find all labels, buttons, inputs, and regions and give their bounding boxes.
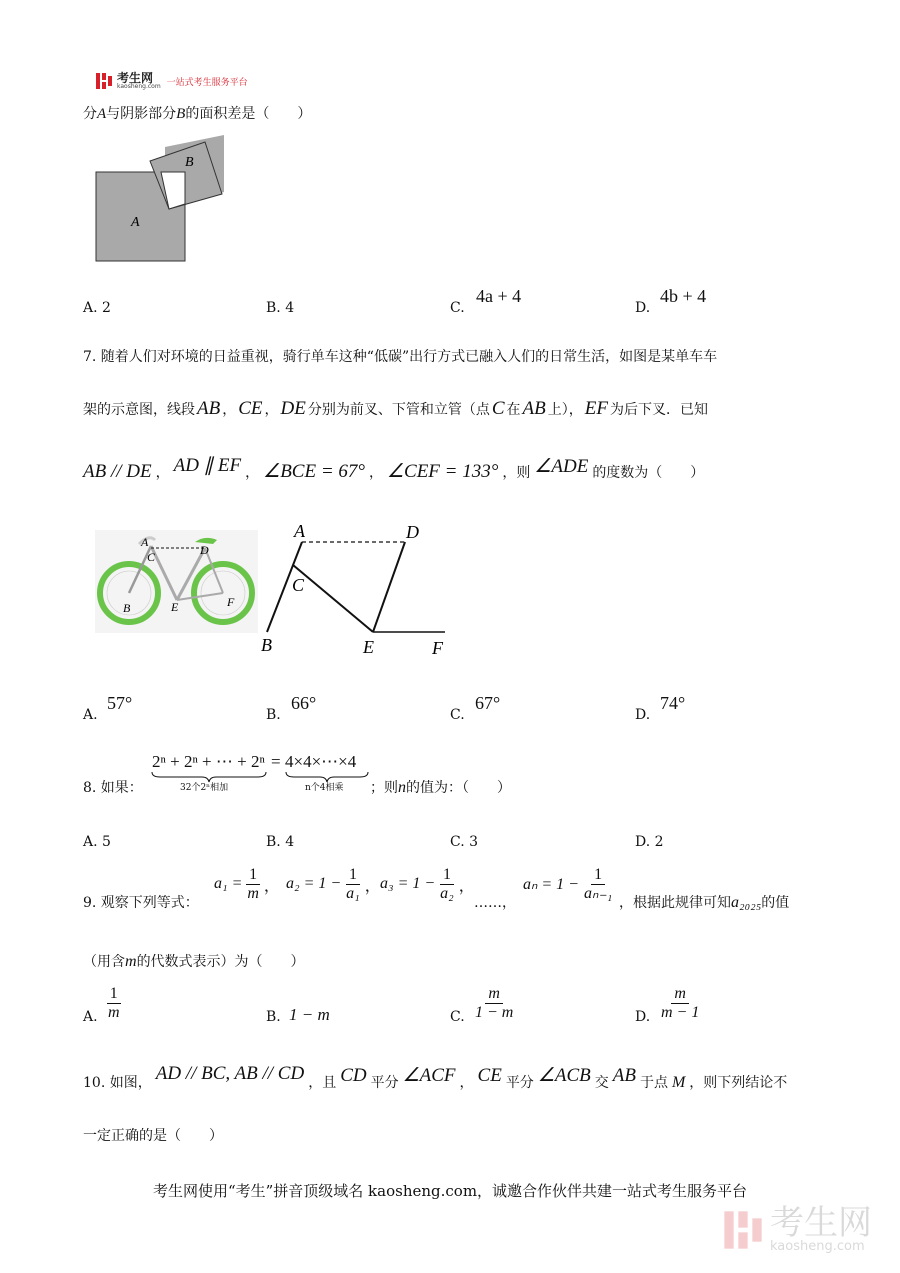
diagram-label-e: E: [363, 637, 374, 657]
q6-stem-part: 分: [83, 106, 97, 122]
q10-seg-cd: CD: [340, 1065, 367, 1086]
q10-text: ，且: [308, 1075, 337, 1091]
q9-option-c-fraction: [472, 985, 516, 1021]
option-value: 2: [102, 300, 111, 316]
q6-option-b: [266, 300, 294, 316]
q7-line2: 架的示意图，线段 AB ， CE ， DE 分别为前叉、下管和立管（点 C 在 AB 上）， EF 为后下叉．已知: [83, 398, 708, 419]
q10-seg-ab: AB: [612, 1065, 636, 1086]
q6-fig-label-b: B: [185, 155, 194, 170]
q9-option-b-value: 1 − m: [289, 1005, 330, 1024]
q7-seg-ce: CE: [238, 398, 263, 419]
q9-eq2-lhs: a₂ = 1 −: [286, 875, 342, 893]
frac-num: 1: [346, 866, 360, 885]
q6-stem-part: 的面积差是（ ）: [185, 106, 312, 122]
q6-option-a: [83, 300, 111, 316]
option-value: 4: [285, 834, 295, 850]
diagram-label-d: D: [406, 522, 419, 542]
q6-option-c-value: 4a + 4: [476, 286, 522, 306]
q7-cond-ad-ef: AD ∥ EF: [173, 455, 242, 476]
q8-brace-right-label: n个4相乘: [305, 783, 344, 793]
option-key: B.: [266, 1009, 281, 1025]
option-key: A.: [83, 1009, 98, 1025]
watermark-domain: kaosheng.com: [770, 1239, 865, 1254]
option-key: A.: [83, 707, 98, 723]
q6-option-d-value: 4b + 4: [660, 286, 707, 306]
option-key: C.: [450, 1009, 465, 1025]
q9-eqn-fraction: [581, 866, 615, 902]
option-key: C.: [450, 300, 465, 316]
option-key: D.: [635, 707, 651, 723]
q9-var-m: m: [125, 953, 137, 970]
q9-eq3-fraction: [437, 866, 457, 902]
option-key: B.: [266, 707, 281, 723]
frac-den: m: [247, 884, 259, 902]
option-key: D.: [635, 1009, 651, 1025]
q8-brace-left-label: 32个2ⁿ相加: [180, 783, 229, 793]
q7-option-d-value: 74°: [660, 693, 686, 713]
q7-text: 为后下叉．已知: [609, 402, 708, 418]
frac-den: a₁: [346, 884, 360, 902]
watermark-logo: [722, 1203, 872, 1254]
q9-mid: [619, 892, 789, 912]
option-key: D.: [635, 834, 651, 850]
q7-option-b-value: 66°: [291, 693, 317, 713]
option-key: A.: [83, 834, 98, 850]
q9-eq1-lhs: a₁ =: [214, 875, 243, 893]
q9-text: 的值: [761, 895, 790, 911]
q7-text: 上），: [547, 402, 583, 418]
q8-text: ；则: [370, 780, 398, 796]
frac-num: m: [485, 985, 503, 1004]
q7-seg-ab: AB: [522, 398, 546, 419]
q9-dots: ……，: [474, 895, 516, 911]
diagram-label-f: F: [432, 638, 443, 658]
page-footer: 考生网使用“考生”拼音顶级域名 kaosheng.com，诚邀合作伙伴共建一站式考生服务平台: [152, 1182, 748, 1200]
q10-text: 10. 如图，: [83, 1075, 152, 1091]
q10-cond: AD // BC, AB // CD: [155, 1063, 305, 1084]
q8-lhs: 2ⁿ + 2ⁿ + ⋯ + 2ⁿ: [152, 752, 265, 771]
q7-option-a: [83, 707, 98, 723]
photo-label-e: E: [171, 600, 179, 614]
diagram-label-b: B: [261, 635, 272, 655]
frac-num: m: [671, 985, 689, 1004]
photo-label-c: C: [147, 550, 156, 564]
frac-den: aₙ₋₁: [583, 884, 613, 902]
q6-stem: [83, 103, 311, 123]
q8-option-a: [83, 834, 111, 850]
frac-den: a₂: [440, 884, 454, 902]
q7-seg-de: DE: [280, 398, 306, 419]
q9-line2: [83, 951, 305, 971]
q7-line3: AB // DE ， AD ∥ EF ， ∠BCE = 67° ， ∠CEF = 133° ，则 ∠ADE 的度数为（ ）: [83, 455, 705, 482]
q9-target: a₂₀₂₅: [731, 894, 762, 911]
q7-text: 在: [506, 402, 521, 418]
q9-eq3: a₃ = 1 − $\frac{1}{\text{a₂}}$ ，: [380, 866, 475, 902]
q6-squares-figure: [93, 135, 233, 265]
q9-eq1-fraction: [244, 866, 262, 902]
frac-num: 1: [107, 985, 121, 1004]
q9-eq2: a₂ = 1 − $\frac{1}{\text{a₁}}$ ，: [286, 866, 381, 902]
logo-title: 考生网: [117, 71, 154, 85]
q8-var-n: n: [398, 779, 406, 796]
q9-eq3-lhs: a₃ = 1 −: [380, 875, 436, 893]
photo-label-d: D: [200, 543, 209, 557]
q8-option-b: [266, 834, 294, 850]
q10-angle-acf: ∠ACF: [402, 1065, 456, 1086]
q6-fig-label-a: A: [131, 215, 140, 230]
q7-text: 分别为前叉、下管和立管（点: [307, 402, 490, 418]
q7-frame-diagram: [255, 515, 455, 665]
q9-eq2-fraction: [343, 866, 363, 902]
q10-text: ，: [459, 1075, 474, 1091]
option-key: B.: [266, 300, 281, 316]
photo-label-f: F: [227, 595, 235, 609]
q7-text: 的度数为（ ）: [592, 465, 705, 481]
option-value: 3: [469, 834, 479, 850]
logo-domain: kaosheng.com: [117, 83, 161, 90]
q10-point-m: M: [671, 1074, 686, 1091]
q9-option-a: [83, 1009, 98, 1025]
q9-option-c: [450, 1009, 465, 1025]
q7-text: ，则: [502, 465, 531, 481]
logo-mark-icon: [95, 72, 113, 90]
q10-text: 于点: [639, 1075, 668, 1091]
q7-option-c-value: 67°: [475, 693, 501, 713]
q6-option-d: [635, 300, 650, 316]
frac-den: m − 1: [661, 1003, 700, 1021]
frac-num: 1: [440, 866, 454, 885]
q7-option-c: [450, 707, 465, 723]
q10-seg-ce: CE: [477, 1065, 502, 1086]
q8-text: 的值为：（ ）: [406, 780, 511, 796]
q10-text: 交: [594, 1075, 609, 1091]
q9-option-d-fraction: [658, 985, 702, 1021]
q8-option-c: [450, 834, 478, 850]
q9-text: 的代数式表示）为（ ）: [136, 954, 305, 970]
q8-suffix: [370, 777, 511, 797]
option-value: 4: [285, 300, 295, 316]
q7-bike-photo: [95, 530, 258, 633]
option-key: C.: [450, 834, 465, 850]
photo-label-b: B: [123, 601, 131, 615]
q7-point-c: C: [491, 398, 505, 419]
q6-stem-part: 与阴影部分: [106, 106, 177, 122]
option-key: A.: [83, 300, 98, 316]
q6-option-c: [450, 300, 465, 316]
q7-seg-ab: AB: [197, 398, 221, 419]
q9-eqn: [523, 866, 615, 902]
option-value: 5: [102, 834, 111, 850]
q7-option-a-value: 57°: [107, 693, 133, 713]
watermark-mark-icon: [722, 1207, 764, 1253]
q9-eqn-lhs: aₙ = 1 −: [523, 876, 579, 894]
q8-equals: =: [271, 752, 281, 771]
option-key: B.: [266, 834, 281, 850]
q8-option-d: [635, 834, 664, 850]
logo-slogan: 一站式考生服务平台: [166, 77, 248, 88]
frac-den: 1 − m: [475, 1003, 514, 1021]
q10-line2: 一定正确的是（ ）: [83, 1128, 223, 1144]
photo-label-a: A: [141, 535, 149, 549]
site-logo: [95, 72, 248, 90]
q9-prefix: 9. 观察下列等式：: [83, 895, 199, 911]
frac-num: 1: [591, 866, 605, 885]
q7-option-d: [635, 707, 650, 723]
q7-target-angle: ∠ADE: [534, 456, 589, 477]
q7-cond-bce: ∠BCE = 67°: [263, 461, 365, 482]
q10-line1: [83, 1063, 788, 1093]
q10-angle-acb: ∠ACB: [537, 1065, 591, 1086]
q7-seg-ef: EF: [584, 398, 608, 419]
option-value: 2: [654, 834, 664, 850]
q9-eq1: a₁ = $\frac{1}{m}$ ，: [214, 866, 280, 902]
frac-num: 1: [246, 866, 260, 885]
q10-text: 平分: [505, 1075, 534, 1091]
diagram-label-a: A: [294, 521, 305, 541]
q7-line1: 7. 随着人们对环境的日益重视，骑行单车这种“低碳”出行方式已融入人们的日常生活，如图是某单车车: [83, 349, 718, 365]
q10-text: ，则下列结论不: [689, 1075, 788, 1091]
option-key: D.: [635, 300, 651, 316]
q9-text: ，根据此规律可知: [619, 895, 731, 911]
q7-cond-cef: ∠CEF = 133°: [387, 461, 499, 482]
q9-text: （用含: [83, 954, 125, 970]
q6-var-b: B: [176, 106, 186, 122]
q7-cond-ab-de: AB // DE: [83, 461, 152, 482]
q8-prefix: 8. 如果：: [83, 780, 143, 796]
q9-option-b: [266, 1009, 281, 1025]
q10-text: 平分: [370, 1075, 399, 1091]
q6-var-a: A: [97, 106, 107, 122]
q9-option-d: [635, 1009, 650, 1025]
q8-rhs: 4×4×⋯×4: [285, 752, 357, 771]
frac-den: m: [108, 1003, 120, 1021]
diagram-label-c: C: [292, 575, 305, 595]
q9-option-a-fraction: [105, 985, 123, 1021]
watermark-title: 考生网: [770, 1203, 872, 1243]
q7-text: 架的示意图，线段: [83, 402, 195, 418]
option-key: C.: [450, 707, 465, 723]
q7-option-b: [266, 707, 281, 723]
